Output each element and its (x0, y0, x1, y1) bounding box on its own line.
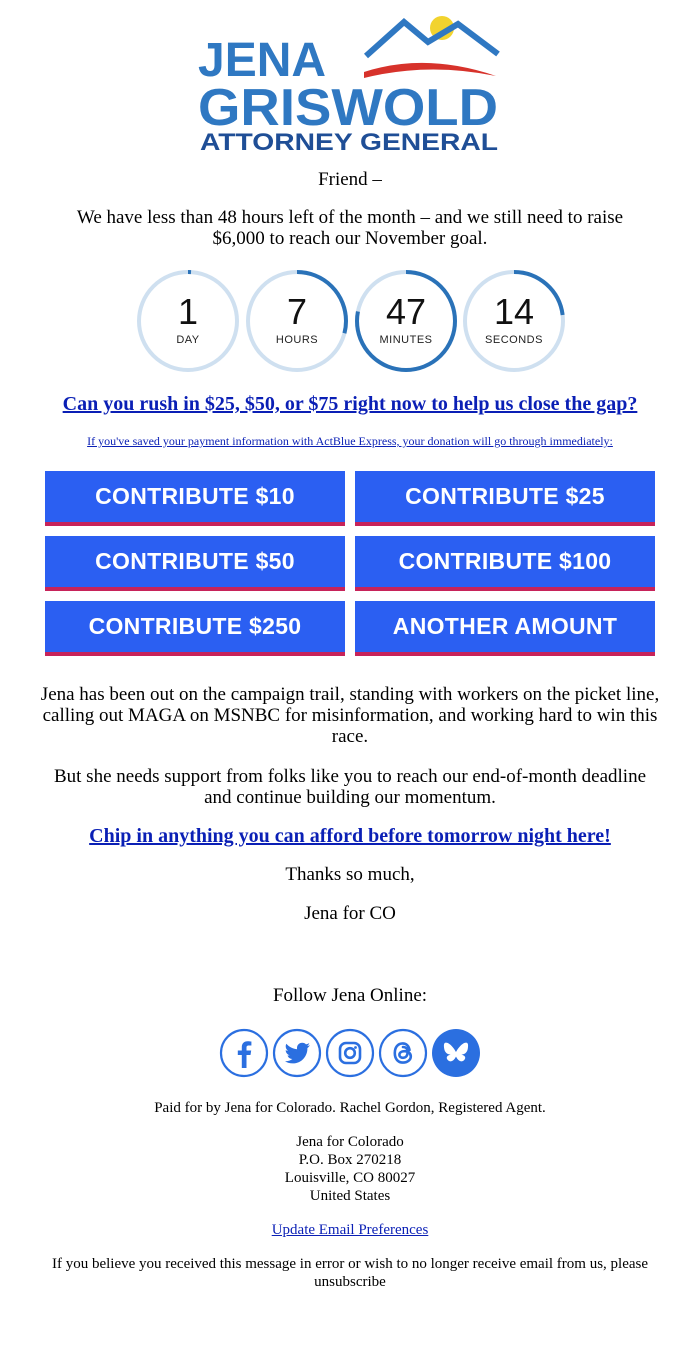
signature: Jena for CO (304, 903, 396, 924)
logo-line-3: ATTORNEY GENERAL (200, 129, 498, 156)
rush-donation-link[interactable]: Can you rush in $25, $50, or $75 right now to help us close the gap? (62, 393, 638, 415)
thanks-text: Thanks so much, (285, 864, 415, 885)
body-paragraph-2: But she needs support from folks like you to reach our end-of-month deadline and continue building our momentum. (53, 766, 647, 808)
swoosh-icon (364, 63, 496, 78)
contribute-250-button[interactable]: CONTRIBUTE $250 (45, 601, 345, 656)
countdown-seconds (461, 268, 567, 374)
contribute-100-button[interactable]: CONTRIBUTE $100 (355, 536, 655, 591)
countdown-days (135, 268, 241, 374)
countdown-label: MINUTES (379, 334, 433, 346)
countdown-label: DAY (176, 334, 200, 346)
instagram-icon[interactable] (325, 1028, 375, 1078)
address-org: Jena for Colorado (296, 1134, 404, 1150)
actblue-express-link[interactable]: If you've saved your payment information with ActBlue Express, your donation will go through immediately: (87, 434, 613, 448)
campaign-logo (196, 14, 506, 156)
countdown-minutes (353, 268, 459, 374)
countdown-label: SECONDS (485, 334, 543, 346)
update-email-preferences-link[interactable]: Update Email Preferences (271, 1222, 429, 1238)
logo-line-1: JENA (198, 34, 327, 87)
address-country: United States (309, 1188, 391, 1204)
threads-icon[interactable] (378, 1028, 428, 1078)
twitter-icon[interactable] (272, 1028, 322, 1078)
countdown-value: 7 (286, 291, 308, 332)
bluesky-icon[interactable] (431, 1028, 481, 1078)
address-city: Louisville, CO 80027 (284, 1170, 416, 1186)
address-box: P.O. Box 270218 (298, 1152, 402, 1168)
follow-heading: Follow Jena Online: (272, 985, 428, 1006)
paid-for-disclaimer: Paid for by Jena for Colorado. Rachel Gordon, Registered Agent. (154, 1100, 546, 1116)
countdown-timer (135, 268, 567, 374)
greeting: Friend – (318, 169, 382, 190)
social-links (219, 1028, 481, 1080)
contribute-10-button[interactable]: CONTRIBUTE $10 (45, 471, 345, 526)
countdown-value: 47 (385, 291, 427, 332)
chip-in-link[interactable]: Chip in anything you can afford before tomorrow night here! (89, 825, 611, 847)
facebook-icon[interactable] (219, 1028, 269, 1078)
contribute-50-button[interactable]: CONTRIBUTE $50 (45, 536, 345, 591)
logo-line-2: GRISWOLD (198, 79, 498, 137)
countdown-label: HOURS (275, 334, 319, 346)
countdown-hours (244, 268, 350, 374)
body-paragraph-1: Jena has been out on the campaign trail, standing with workers on the picket line, calling out MAGA on MSNBC for misinformation, and working hard to win this race. (40, 684, 660, 747)
unsubscribe-text[interactable]: If you believe you received this message in error or wish to no longer receive email from us, please unsubscribe (51, 1256, 649, 1290)
countdown-value: 14 (493, 291, 535, 332)
intro-paragraph: We have less than 48 hours left of the month – and we still need to raise $6,000 to reach our November goal. (76, 207, 624, 249)
contribute-25-button[interactable]: CONTRIBUTE $25 (355, 471, 655, 526)
countdown-value: 1 (177, 291, 199, 332)
another-amount-button[interactable]: ANOTHER AMOUNT (355, 601, 655, 656)
